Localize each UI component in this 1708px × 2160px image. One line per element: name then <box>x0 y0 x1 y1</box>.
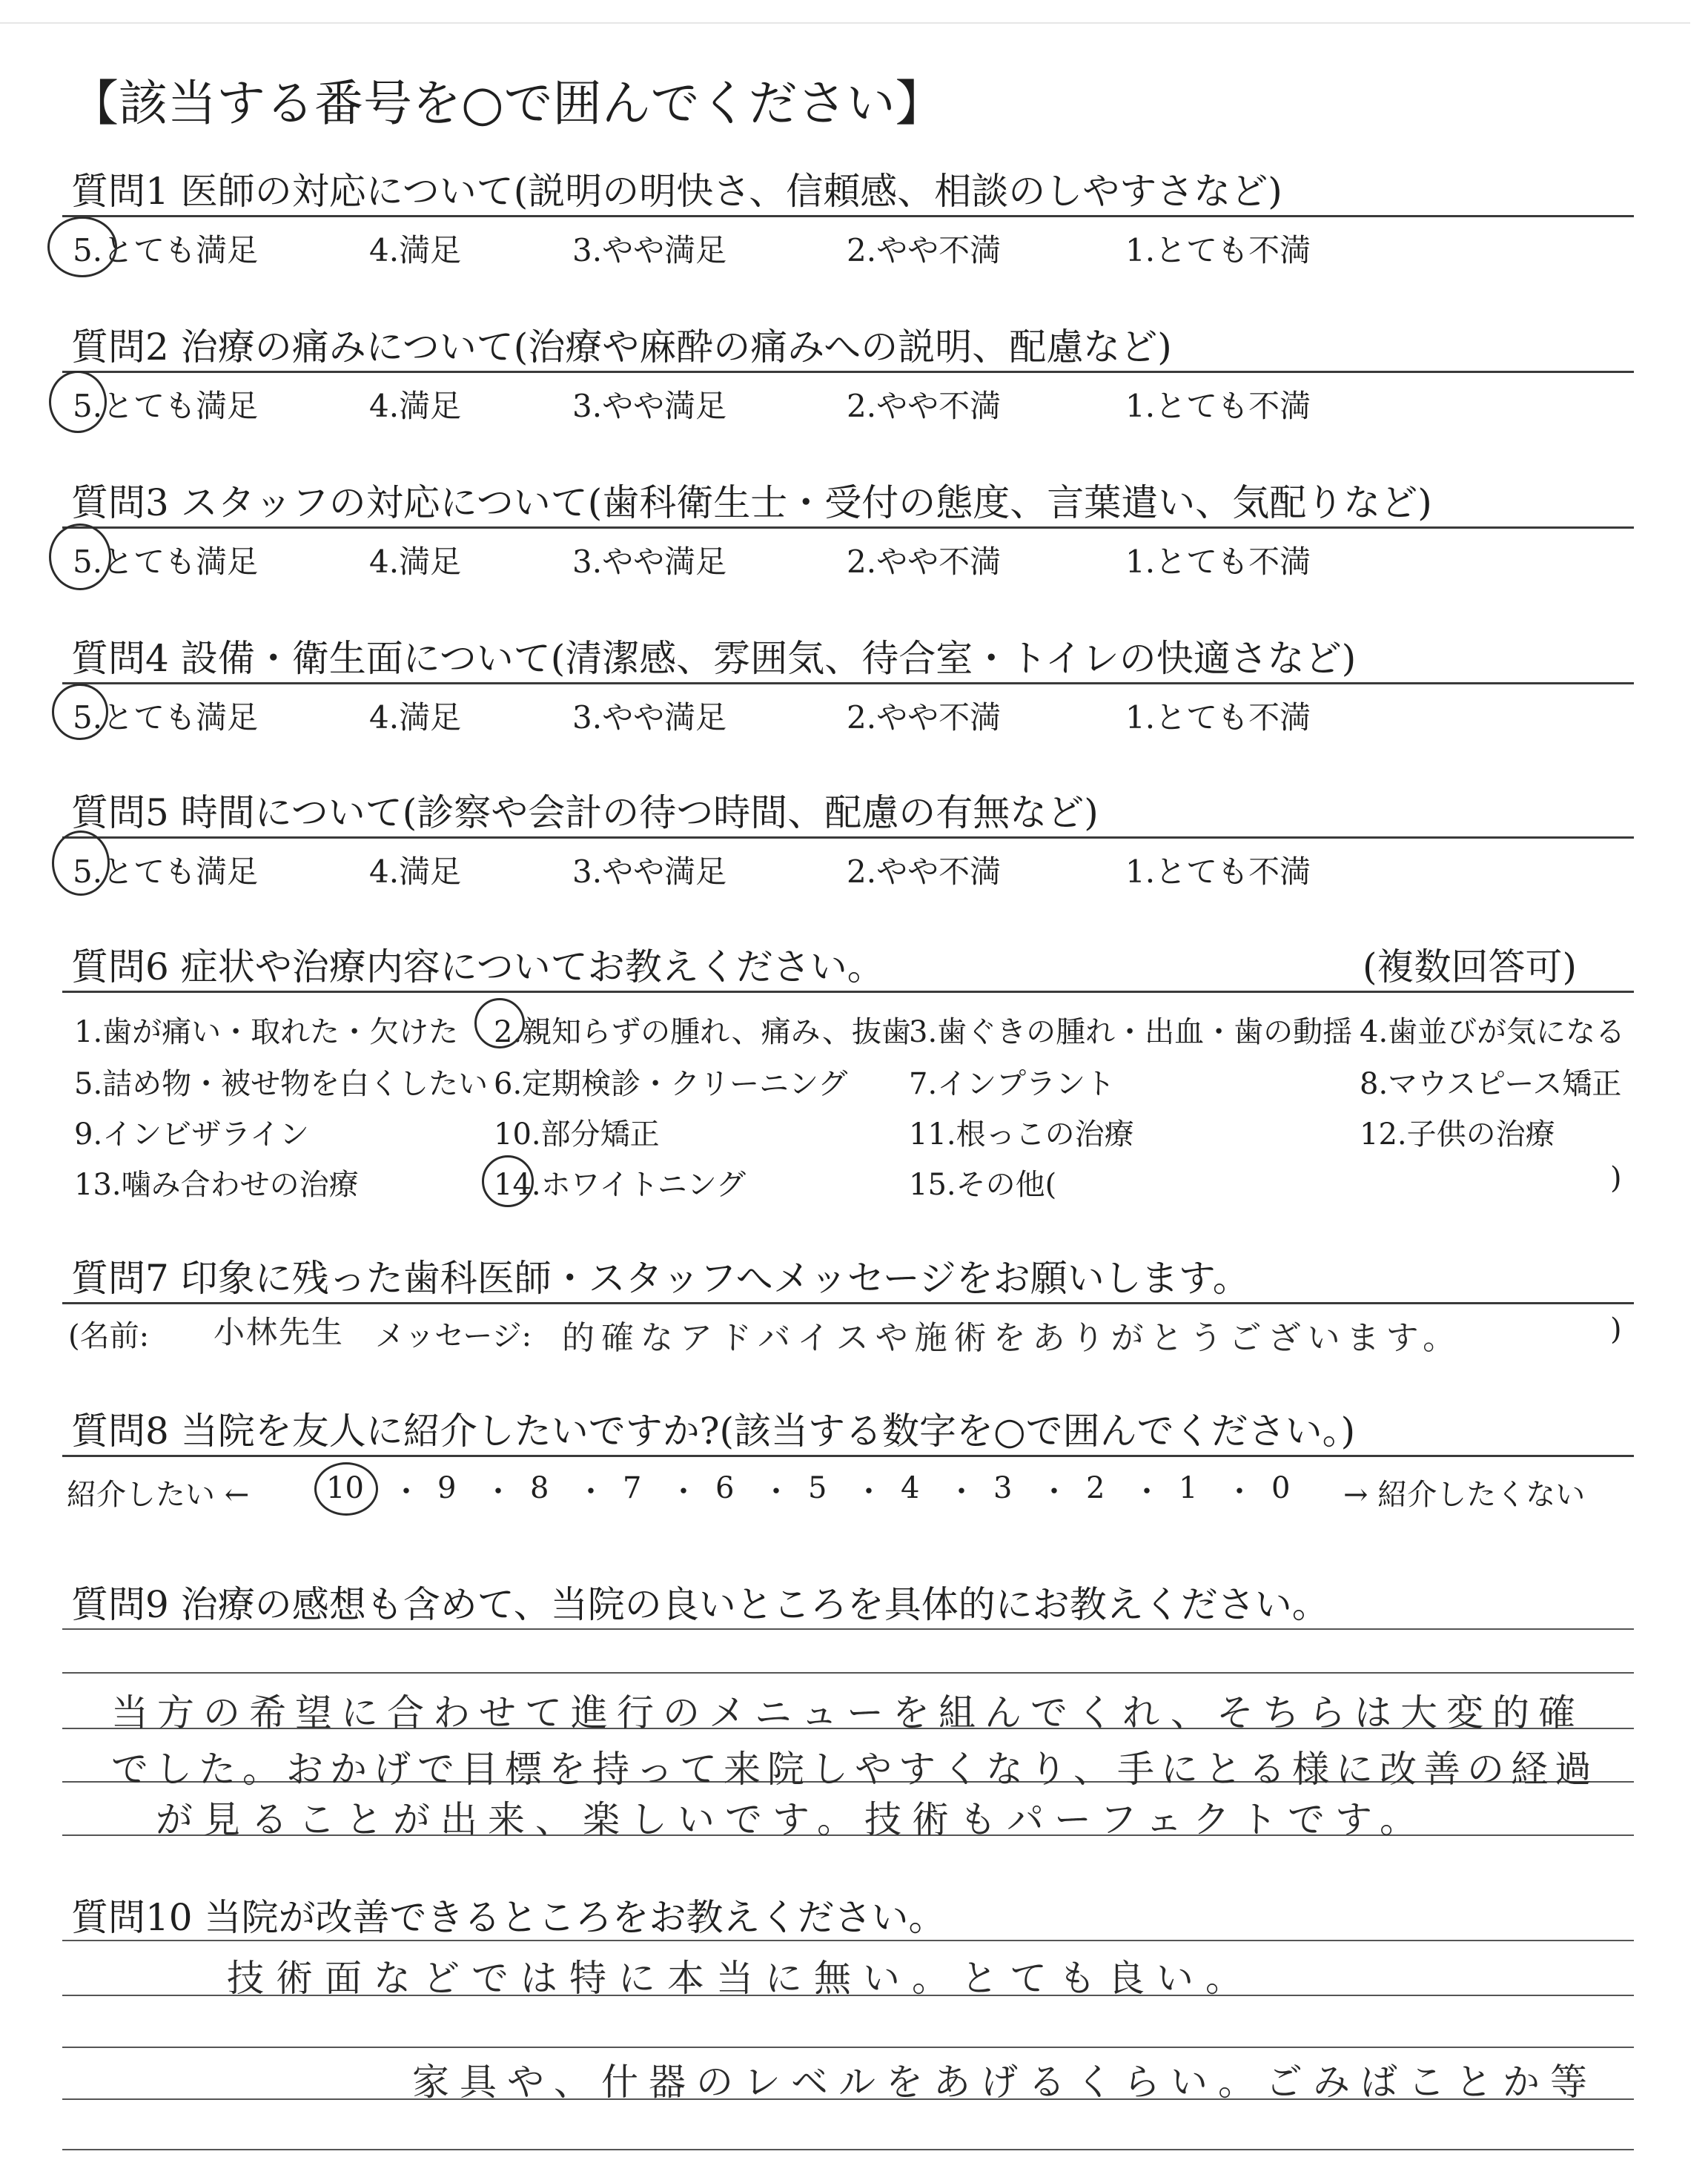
q2-option-2[interactable]: 2.やや不満 <box>847 388 1002 424</box>
q7-close-paren: ) <box>1610 1312 1622 1347</box>
q6-item-8[interactable]: 8.マウスピース矯正 <box>1360 1067 1622 1101</box>
top-border <box>0 22 1690 24</box>
q8-separator-dot: ・ <box>1225 1475 1254 1509</box>
question-10-title: 質問10 当院が改善できるところをお教えください。 <box>71 1896 946 1939</box>
q6-item-14-circle <box>482 1155 534 1207</box>
q8-separator-dot: ・ <box>761 1475 791 1509</box>
q8-scale-10[interactable]: 10 <box>326 1471 364 1505</box>
question-4-rule <box>62 682 1634 684</box>
question-7-title: 質問7 印象に残った歯科医師・スタッフへメッセージをお願いします。 <box>71 1257 1250 1300</box>
q7-name-value[interactable]: 小林先生 <box>214 1314 345 1350</box>
q1-option-2[interactable]: 2.やや不満 <box>847 232 1002 268</box>
q1-option-3[interactable]: 3.やや満足 <box>572 232 727 268</box>
q8-scale-3[interactable]: 3 <box>993 1471 1013 1505</box>
q2-option-4[interactable]: 4.満足 <box>369 388 462 424</box>
q10-line <box>62 2149 1634 2150</box>
q8-separator-dot: ・ <box>391 1475 421 1509</box>
question-1-title: 質問1 医師の対応について(説明の明快さ、信頼感、相談のしやすさなど) <box>71 170 1282 213</box>
q9-answer-line-3[interactable]: が見ることが出来、楽しいです。技術もパーフェクトです。 <box>156 1798 1427 1841</box>
question-7-rule <box>62 1302 1634 1304</box>
q5-selection-circle <box>52 830 110 896</box>
q6-item-15[interactable]: 15.その他( <box>909 1168 1057 1202</box>
q3-selection-circle <box>49 524 111 590</box>
q6-item-15-close-paren: ) <box>1610 1161 1622 1195</box>
q5-option-5[interactable]: 5.とても満足 <box>73 853 259 890</box>
q9-answer-line-2[interactable]: でした。おかげで目標を持って来院しやすくなり、手にとる様に改善の経過 <box>111 1748 1598 1791</box>
q5-option-3[interactable]: 3.やや満足 <box>572 853 727 890</box>
q10-answer-line-3[interactable]: 家具や、什器のレベルをあげるくらい。ごみばことか等 <box>412 2061 1598 2104</box>
q8-separator-dot: ・ <box>947 1475 976 1509</box>
q8-scale-1[interactable]: 1 <box>1179 1471 1198 1505</box>
question-8-title: 質問8 当院を友人に紹介したいですか?(該当する数字を○で囲んでください。) <box>71 1410 1356 1453</box>
q4-option-4[interactable]: 4.満足 <box>369 699 462 736</box>
q9-answer-line-1[interactable]: 当方の希望に合わせて進行のメニューを組んでくれ、そちらは大変的確 <box>111 1691 1584 1734</box>
q6-item-10[interactable]: 10.部分矯正 <box>494 1117 660 1152</box>
question-6-title: 質問6 症状や治療内容についてお教えください。 <box>71 945 884 988</box>
q8-scale-0[interactable]: 0 <box>1271 1471 1291 1505</box>
q8-separator-dot: ・ <box>576 1475 606 1509</box>
q7-message-label: メッセージ: <box>375 1319 532 1353</box>
q7-message-value[interactable]: 的確なアドバイスや施術をありがとうございます。 <box>562 1319 1463 1357</box>
q8-scale-7[interactable]: 7 <box>623 1471 642 1505</box>
q6-item-7[interactable]: 7.インプラント <box>909 1067 1116 1101</box>
q8-separator-dot: ・ <box>1132 1475 1162 1509</box>
q3-option-4[interactable]: 4.満足 <box>369 544 462 580</box>
q2-option-1[interactable]: 1.とても不満 <box>1125 388 1311 424</box>
question-6-rule <box>62 991 1634 993</box>
question-4-title: 質問4 設備・衛生面について(清潔感、雰囲気、待合室・トイレの快適さなど) <box>71 637 1357 680</box>
q9-line <box>62 1672 1634 1674</box>
q6-item-11[interactable]: 11.根っこの治療 <box>909 1117 1134 1152</box>
q6-item-5[interactable]: 5.詰め物・被せ物を白くしたい <box>74 1067 489 1101</box>
q5-option-4[interactable]: 4.満足 <box>369 853 462 890</box>
q6-item-1[interactable]: 1.歯が痛い・取れた・欠けた <box>74 1015 459 1049</box>
q6-item-6[interactable]: 6.定期検診・クリーニング <box>494 1067 848 1101</box>
q6-item-13[interactable]: 13.噛み合わせの治療 <box>74 1168 359 1202</box>
q8-separator-dot: ・ <box>669 1475 698 1509</box>
q4-option-2[interactable]: 2.やや不満 <box>847 699 1002 736</box>
q3-option-5[interactable]: 5.とても満足 <box>73 544 259 580</box>
question-8-rule <box>62 1455 1634 1457</box>
q10-line <box>62 2047 1634 2048</box>
q10-answer-line-1[interactable]: 技術面などでは特に本当に無い。とても良い。 <box>227 1957 1254 2000</box>
q8-scale-5[interactable]: 5 <box>808 1471 827 1505</box>
question-1-rule <box>62 215 1634 217</box>
q4-option-5[interactable]: 5.とても満足 <box>73 699 259 736</box>
q6-item-12[interactable]: 12.子供の治療 <box>1360 1117 1555 1152</box>
q3-option-1[interactable]: 1.とても不満 <box>1125 544 1311 580</box>
q8-separator-dot: ・ <box>1039 1475 1069 1509</box>
form-title: 【該当する番号を○で囲んでください】 <box>70 75 944 132</box>
question-9-title: 質問9 治療の感想も含めて、当院の良いところを具体的にお教えください。 <box>71 1583 1329 1626</box>
q8-scale-9[interactable]: 9 <box>437 1471 457 1505</box>
q3-option-3[interactable]: 3.やや満足 <box>572 544 727 580</box>
q8-right-label: → 紹介したくない <box>1343 1478 1586 1512</box>
q8-scale-2[interactable]: 2 <box>1086 1471 1105 1505</box>
question-2-rule <box>62 371 1634 373</box>
q7-name-label: (名前: <box>68 1319 150 1353</box>
q5-option-1[interactable]: 1.とても不満 <box>1125 853 1311 890</box>
question-5-title: 質問5 時間について(診察や会計の待つ時間、配慮の有無など) <box>71 791 1099 834</box>
q1-option-5[interactable]: 5.とても満足 <box>73 232 259 268</box>
q1-selection-circle <box>47 217 117 277</box>
q2-option-5[interactable]: 5.とても満足 <box>73 388 259 424</box>
q8-scale-4[interactable]: 4 <box>901 1471 920 1505</box>
question-3-rule <box>62 526 1634 529</box>
q8-scale-6[interactable]: 6 <box>715 1471 735 1505</box>
q8-left-label: 紹介したい ← <box>67 1478 250 1512</box>
q3-option-2[interactable]: 2.やや不満 <box>847 544 1002 580</box>
q9-line <box>62 1628 1634 1630</box>
question-2-title: 質問2 治療の痛みについて(治療や麻酔の痛みへの説明、配慮など) <box>71 326 1172 369</box>
q6-item-2[interactable]: 2.親知らずの腫れ、痛み、抜歯 <box>494 1015 911 1049</box>
question-3-title: 質問3 スタッフの対応について(歯科衛生士・受付の態度、言葉遣い、気配りなど) <box>71 481 1432 524</box>
q2-selection-circle <box>49 371 107 433</box>
q6-item-9[interactable]: 9.インビザライン <box>74 1117 309 1152</box>
q4-selection-circle <box>52 684 108 740</box>
q6-item-3[interactable]: 3.歯ぐきの腫れ・出血・歯の動揺 <box>909 1015 1353 1049</box>
question-6-note: (複数回答可) <box>1363 945 1578 988</box>
q4-option-3[interactable]: 3.やや満足 <box>572 699 727 736</box>
q2-option-3[interactable]: 3.やや満足 <box>572 388 727 424</box>
q6-item-14[interactable]: 14.ホワイトニング <box>494 1168 747 1202</box>
q6-item-2-circle <box>474 998 525 1048</box>
q1-option-4[interactable]: 4.満足 <box>369 232 462 268</box>
q1-option-1[interactable]: 1.とても不満 <box>1125 232 1311 268</box>
q8-selection-circle <box>314 1462 378 1516</box>
q10-line <box>62 1940 1634 1941</box>
q8-separator-dot: ・ <box>854 1475 884 1509</box>
q8-scale-8[interactable]: 8 <box>530 1471 549 1505</box>
q5-option-2[interactable]: 2.やや不満 <box>847 853 1002 890</box>
question-5-rule <box>62 836 1634 839</box>
q8-separator-dot: ・ <box>483 1475 513 1509</box>
q4-option-1[interactable]: 1.とても不満 <box>1125 699 1311 736</box>
q6-item-4[interactable]: 4.歯並びが気になる <box>1360 1015 1626 1049</box>
